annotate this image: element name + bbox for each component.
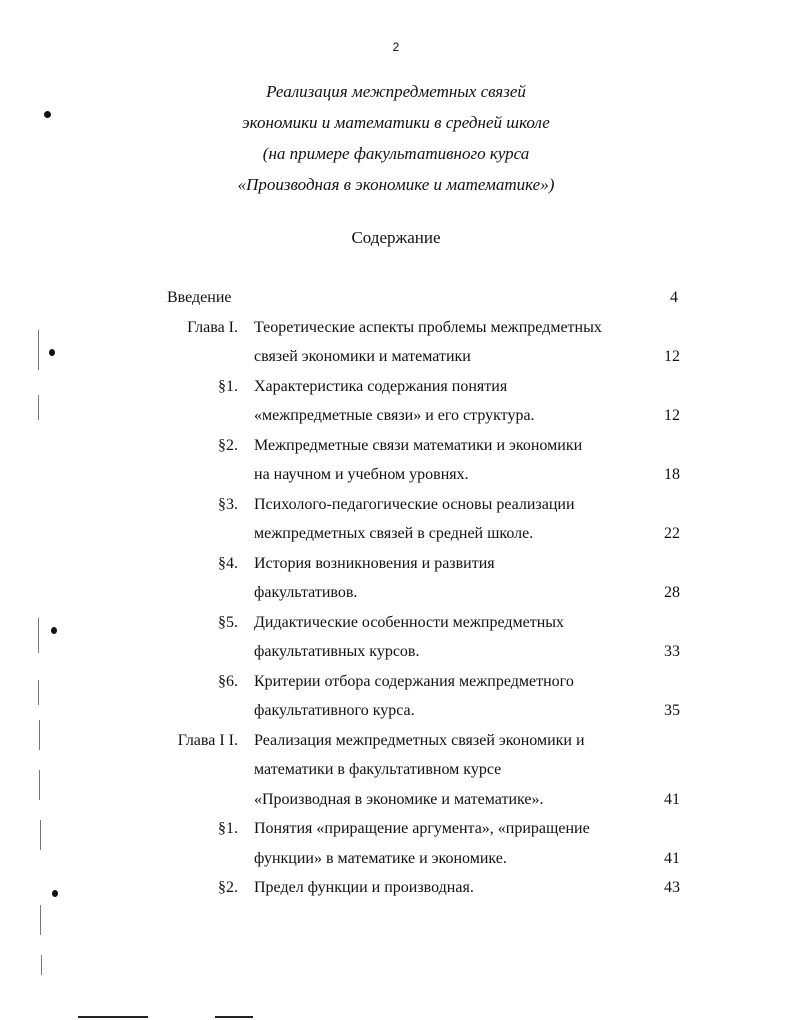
toc-label: Глава I I. [177,731,238,749]
toc-title: Межпредметные связи математики и экономики [254,436,583,454]
toc-page-number: 18 [664,466,680,483]
toc-label: §2. [218,879,238,896]
toc-title: Дидактические особенности межпредметных [254,613,565,631]
toc-entry-ch1-section-2-cont [0,460,792,490]
toc-entry-ch2-section-1-cont [0,844,792,874]
toc-entry-ch1-section-6 [0,667,792,697]
toc-title: Характеристика содержания понятия [254,377,508,395]
toc-entry-ch1-section-6-cont [0,696,792,726]
toc-label: §6. [218,672,238,690]
toc-entry-ch1-section-3 [0,490,792,520]
toc-entry-ch1-section-4 [0,549,792,579]
title-line: «Производная в экономике и математике») [237,175,555,194]
toc-entry-ch1-section-3-cont [0,519,792,549]
toc-entry-chapter-2-cont [0,755,792,785]
toc-title: «межпредметные связи» и его структура. [254,407,535,424]
toc-title: факультативных курсов. [254,643,420,660]
toc-label: §1. [218,377,238,395]
toc-title: «Производная в экономике и математике». [254,790,544,808]
toc-page-number: 12 [664,407,680,424]
toc-title: факультативного курса. [254,702,415,719]
toc-label: §3. [218,495,238,513]
toc-entry-ch1-section-5-cont [0,637,792,667]
toc-label: §4. [218,554,238,572]
toc-page-number: 35 [664,702,680,719]
toc-title: математики в факультативном курсе [254,761,502,778]
scan-artifact-line [40,905,41,935]
toc-title: История возникновения и развития [254,554,495,572]
table-of-contents [0,283,792,903]
toc-entry-ch1-section-4-cont [0,578,792,608]
toc-page-number: 28 [664,584,680,601]
toc-entry-introduction [0,283,792,313]
scan-artifact-underline [78,1016,148,1018]
toc-title: Теоретические аспекты проблемы межпредметных [254,318,602,336]
toc-title: связей экономики и математики [254,348,471,365]
toc-page-number: 22 [664,525,680,542]
toc-entry-chapter-1 [0,313,792,343]
title-line: Реализация межпредметных связей [266,82,526,101]
toc-title: Критерии отбора содержания межпредметного [254,672,574,690]
toc-title: Предел функции и производная. [254,879,474,896]
toc-title: функции» в математике и экономике. [254,849,507,867]
toc-entry-ch1-section-1-cont [0,401,792,431]
toc-entry-ch1-section-2 [0,431,792,461]
toc-title: Реализация межпредметных связей экономики и [254,731,585,749]
toc-entry-ch1-section-1 [0,372,792,402]
contents-heading: Содержание [351,228,441,247]
toc-page-number: 41 [664,790,680,808]
toc-label: §5. [218,613,238,631]
toc-label: Глава I. [187,318,238,336]
toc-label: §1. [218,820,238,837]
toc-entry-chapter-2 [0,726,792,756]
toc-title: на научном и учебном уровнях. [254,466,469,483]
document-title [0,76,792,200]
toc-entry-chapter-2-cont [0,785,792,815]
scan-artifact-underline [215,1016,253,1018]
title-line: (на примере факультативного курса [262,144,530,163]
toc-page-number: 12 [664,348,680,365]
toc-page-number: 4 [670,289,678,306]
toc-title: Психолого-педагогические основы реализации [254,495,575,513]
toc-title: факультативов. [254,584,358,601]
toc-page-number: 33 [664,643,680,660]
toc-title: Понятия «приращение аргумента», «приращение [254,820,590,837]
toc-entry-chapter-1-cont [0,342,792,372]
toc-entry-ch2-section-2 [0,873,792,903]
scan-artifact-line [41,955,42,975]
page-number: 2 [392,40,400,54]
toc-page-number: 43 [664,879,680,896]
toc-title: межпредметных связей в средней школе. [254,525,534,542]
toc-label: Введение [167,289,232,306]
toc-entry-ch1-section-5 [0,608,792,638]
title-line: экономики и математики в средней школе [242,113,550,132]
toc-page-number: 41 [664,849,680,867]
toc-label: §2. [218,436,238,454]
toc-entry-ch2-section-1 [0,814,792,844]
